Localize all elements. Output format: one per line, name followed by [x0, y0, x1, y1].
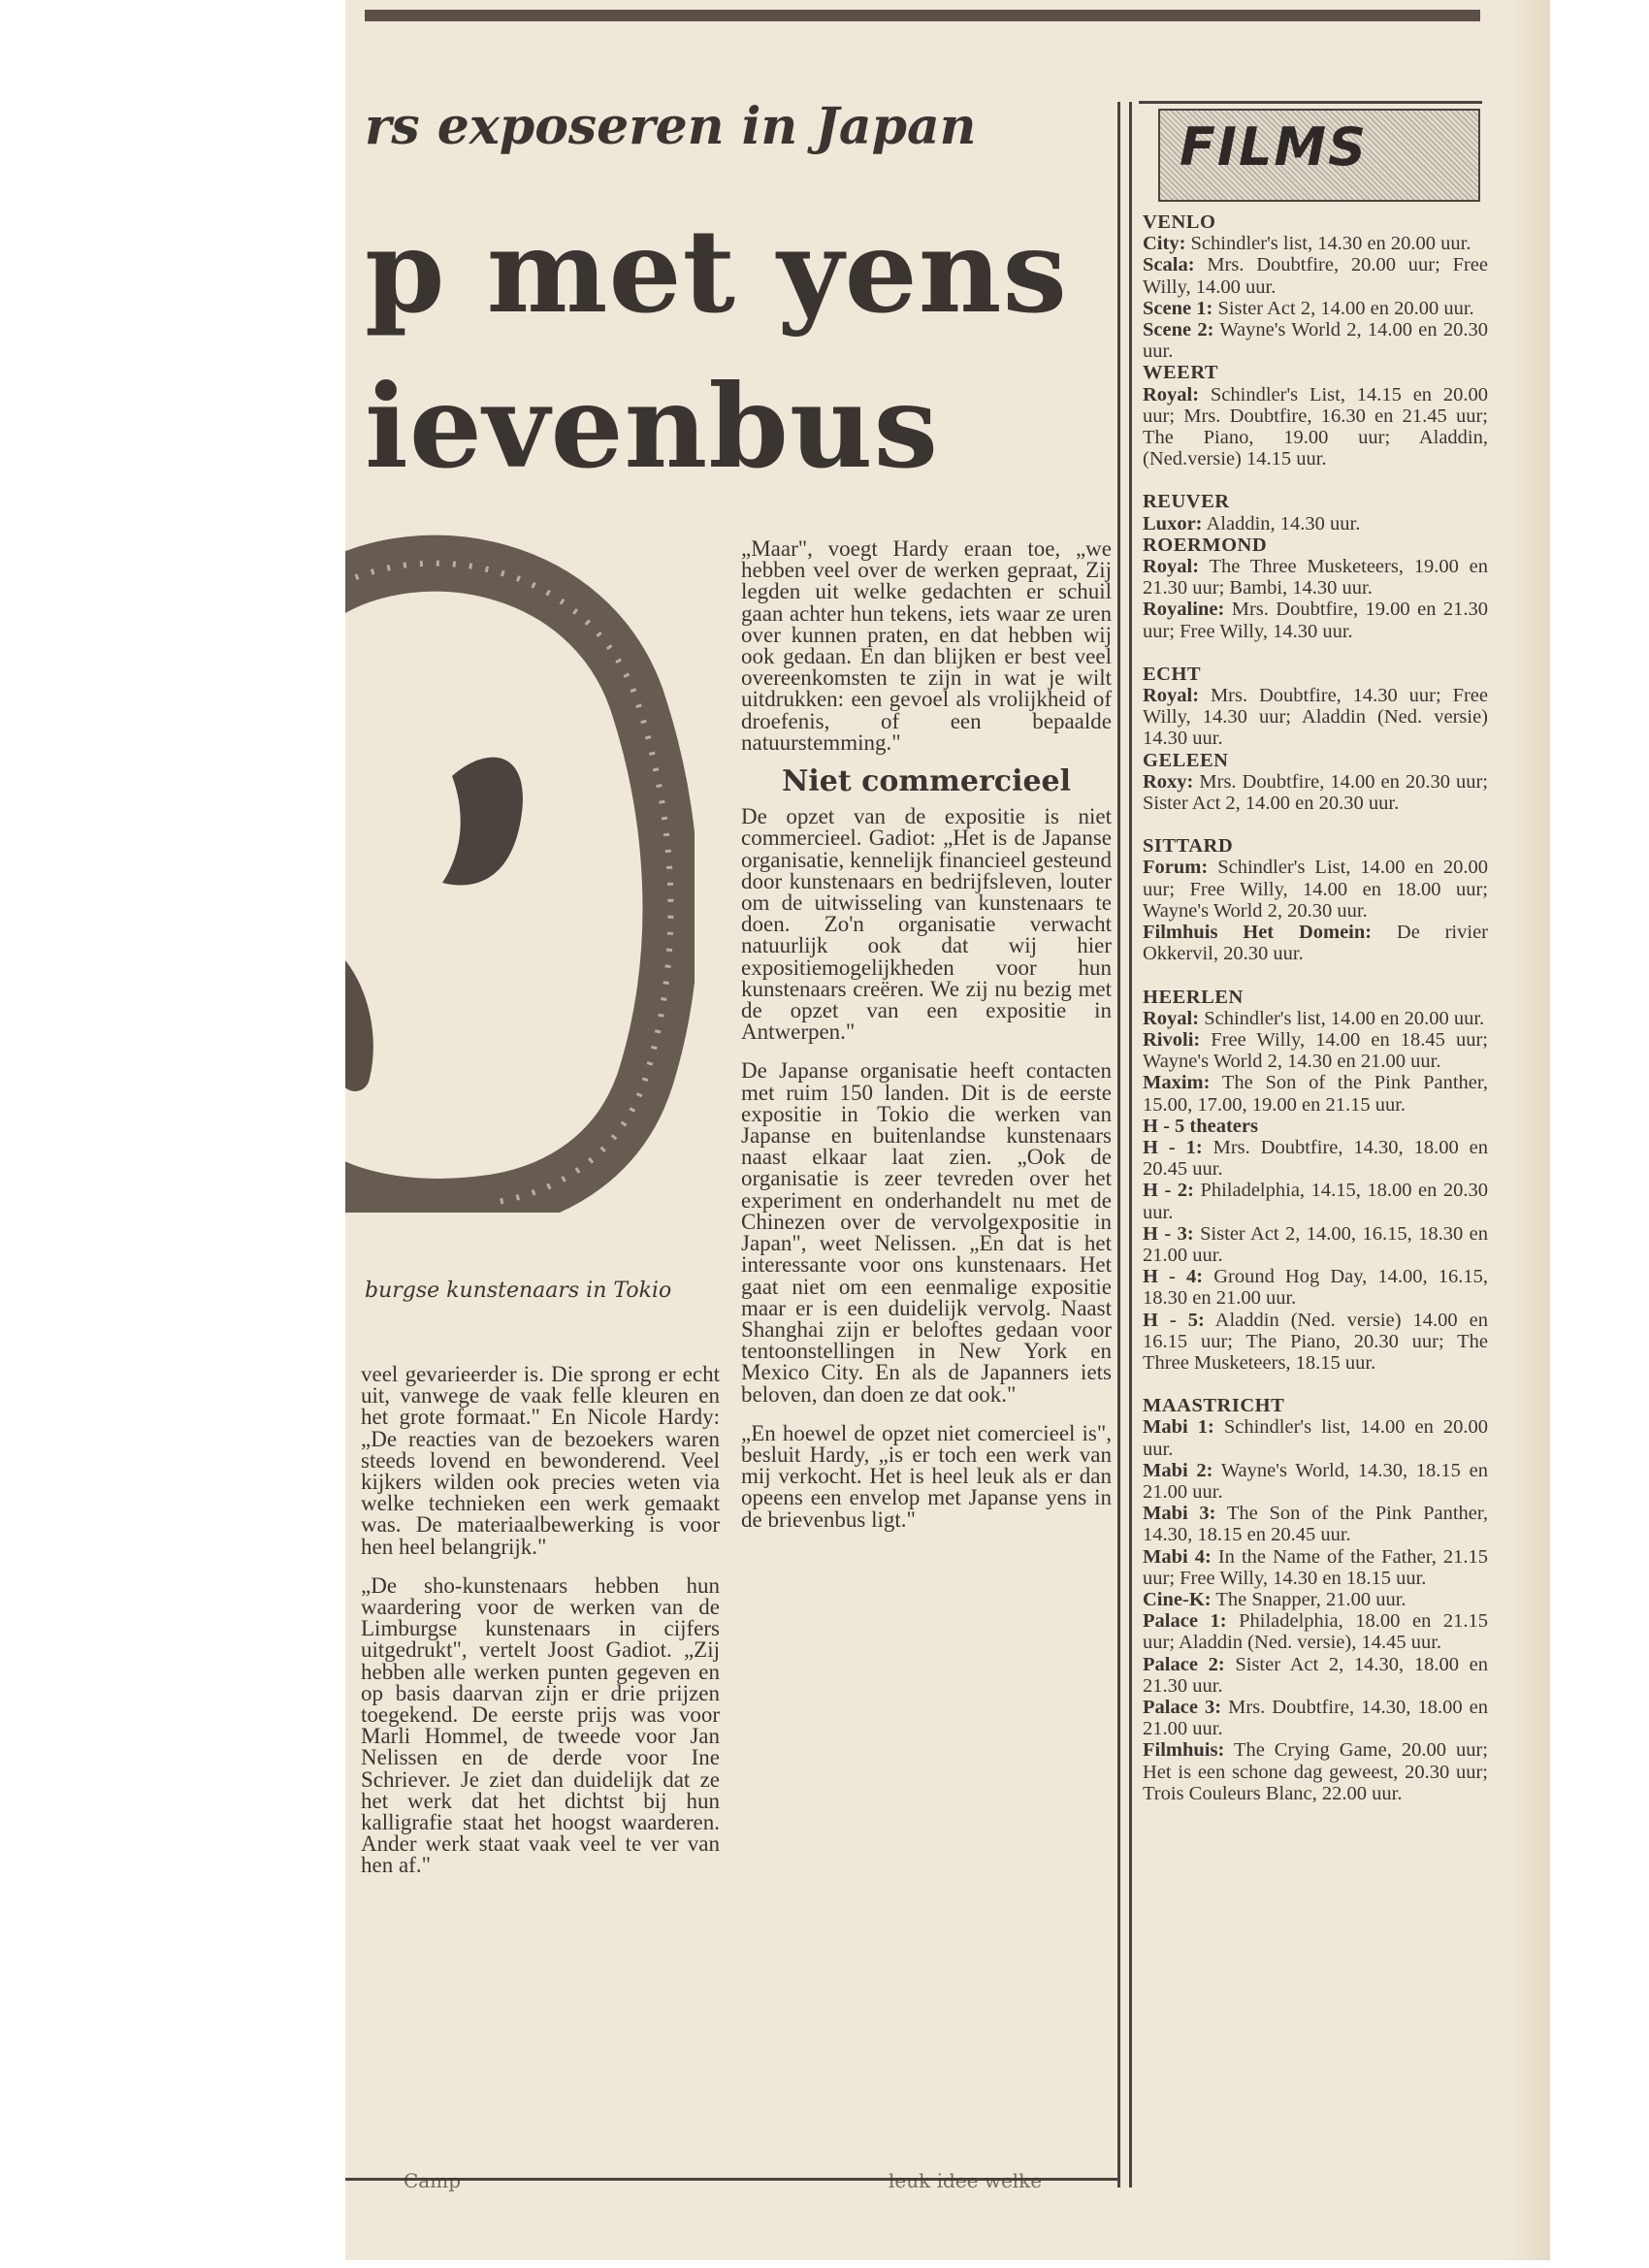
photo-caption: burgse kunstenaars in Tokio [365, 1279, 672, 1303]
cinema-name: Scene 2: [1143, 319, 1214, 341]
cinema-name: Forum: [1143, 857, 1209, 879]
section-subheading: Niet commercieel [781, 764, 1072, 799]
showtimes: The Snapper, 21.00 uur. [1215, 1588, 1406, 1610]
cinema-listing [1143, 254, 1488, 297]
cinema-name: Palace 1: [1143, 1610, 1227, 1633]
middle-paragraph: De Japanse organisatie heeft contacten met ruim 150 landen. Dit is de eerste expositie in Tokio die werken van Japanse en buitenlandse kunstenaars naast elkaar laat zien. „Ook de organisatie is zeer tevreden over het experiment en onderhandelt nu met de Chinezen over de vervolgexpositie in Japan", weet Nelissen. „En dat is het interessante voor ons kunstenaars. Het gaat niet om een eenmalige expositie maar er is een duidelijk vervolg. Naast Shanghai zijn er beloftes gedaan voor tentoonstellingen in New York en Mexico City. En als de Japanners iets beloven, dan doen ze dat ook." [741, 1058, 1112, 1407]
cinema-listing [1143, 1416, 1488, 1459]
cinema-listing [1143, 1739, 1488, 1804]
column-rule [1117, 102, 1120, 2187]
headline-line-1: p met yens [365, 204, 1068, 339]
cinema-name: Filmhuis Het Domein: [1143, 922, 1373, 944]
cinema-listing [1143, 599, 1488, 641]
showtimes: The Son of the Pink Panther, 14.30, 18.15 en 20.45 uur. [1143, 1503, 1488, 1546]
cinema-name: Royal: [1143, 1007, 1200, 1029]
showtimes: Free Willy, 14.00 en 18.45 uur; Wayne's World 2, 14.30 en 21.00 uur. [1143, 1028, 1488, 1073]
city-heading: ROERMOND [1143, 534, 1268, 556]
article-middle-column [741, 538, 1112, 1548]
cinema-name: Mabi 2: [1143, 1459, 1213, 1481]
listing-spacer [1143, 642, 1488, 664]
showtimes: The Three Musketeers, 19.00 en 21.30 uur; Bambi, 14.30 uur. [1143, 556, 1488, 599]
cut-off-text: Camp [404, 2169, 461, 2192]
city-heading: REUVER [1143, 491, 1230, 513]
cinema-listing [1143, 1654, 1488, 1697]
showtimes: Mrs. Doubtfire, 14.30, 18.00 en 21.00 uur. [1143, 1697, 1488, 1740]
cinema-listing [1143, 556, 1488, 599]
cinema-name: H - 2: [1143, 1180, 1194, 1202]
showtimes: Ground Hog Day, 14.00, 16.15, 18.30 en 21.00 uur. [1143, 1266, 1488, 1310]
cinema-name: Royal: [1143, 556, 1200, 578]
cinema-name: H - 5 theaters [1143, 1115, 1258, 1137]
cinema-name: Scene 1: [1143, 297, 1213, 319]
films-top-rule [1139, 101, 1482, 104]
showtimes: De rivier Okkervil, 20.30 uur. [1143, 922, 1489, 965]
middle-paragraph: De opzet van de expositie is niet commercieel. Gadiot: „Het is de Japanse organisatie, kennelijk financieel gesteund door kunstenaars en bedrijfsleven, louter om de uitwisseling van kunstenaars te doen. Zo'n organisatie verwacht natuurlijk ook dat wij hier expositiemogelijkheden voor hun kunstenaars creëren. We zij nu bezig met de opzet van een expositie in Antwerpen." [741, 804, 1112, 1045]
showtimes: The Son of the Pink Panther, 15.00, 17.00, 19.00 en 21.15 uur. [1143, 1072, 1488, 1116]
listing-spacer [1143, 470, 1488, 491]
showtimes: Schindler's list, 14.30 en 20.00 uur. [1190, 233, 1471, 255]
cinema-name: Rivoli: [1143, 1028, 1201, 1051]
films-title: FILMS [1180, 116, 1369, 178]
cinema-name: Luxor: [1143, 512, 1203, 535]
cinema-listing [1143, 1137, 1488, 1180]
article-kicker: rs exposeren in Japan [365, 97, 977, 156]
showtimes: Wayne's World 2, 14.00 en 20.30 uur. [1143, 319, 1488, 363]
cinema-listing [1143, 1029, 1488, 1072]
showtimes: Mrs. Doubtfire, 14.30 uur; Free Willy, 14.30 uur; Aladdin (Ned. versie) 14.30 uur. [1143, 685, 1488, 750]
cinema-listing [1143, 1610, 1488, 1653]
cinema-listing [1143, 1697, 1488, 1739]
cinema-name: Maxim: [1143, 1072, 1211, 1094]
showtimes: Schindler's List, 14.15 en 20.00 uur; Mrs. Doubtfire, 16.30 en 21.45 uur; The Piano, 19.00 uur; Aladdin, (Ned.versie) 14.15 uur. [1143, 383, 1488, 470]
cinema-name: City: [1143, 233, 1186, 255]
showtimes: Schindler's List, 14.00 en 20.00 uur; Free Willy, 14.00 en 18.00 uur; Wayne's World 2, 20.30 uur. [1143, 857, 1489, 922]
cinema-listing [1143, 319, 1488, 362]
city-heading: HEERLEN [1143, 986, 1244, 1008]
cinema-name: Roxy: [1143, 770, 1194, 793]
showtimes: The Crying Game, 20.00 uur; Het is een schone dag geweest, 20.30 uur; Trois Couleurs Blanc, 22.00 uur. [1143, 1739, 1488, 1804]
cinema-listing [1143, 1503, 1488, 1545]
listing-spacer [1143, 965, 1488, 987]
cinema-name: Scala: [1143, 254, 1195, 276]
city-heading: SITTARD [1143, 835, 1234, 858]
showtimes: Mrs. Doubtfire, 14.30, 18.00 en 20.45 uur. [1143, 1136, 1488, 1181]
cinema-name: Palace 2: [1143, 1653, 1225, 1675]
cinema-listing [1143, 1546, 1488, 1589]
cinema-listing [1143, 1589, 1488, 1610]
cut-off-text: leuk idee welke [889, 2169, 1043, 2192]
city-heading: VENLO [1143, 211, 1216, 233]
cinema-listing [1143, 685, 1488, 750]
showtimes: Philadelphia, 18.00 en 21.15 uur; Aladdin (Ned. versie), 14.45 uur. [1143, 1610, 1488, 1654]
showtimes: Wayne's World, 14.30, 18.15 en 21.00 uur. [1143, 1459, 1488, 1503]
showtimes: Sister Act 2, 14.00, 16.15, 18.30 en 21.00 uur. [1143, 1222, 1488, 1266]
cinema-listing [1143, 922, 1488, 964]
headline-line-2: ievenbus [365, 359, 940, 494]
cinema-name: Royal: [1143, 685, 1200, 707]
showtimes: Sister Act 2, 14.30, 18.00 en 21.30 uur. [1143, 1653, 1489, 1697]
cinema-listing [1143, 1310, 1488, 1375]
cinema-listing [1143, 1180, 1488, 1222]
cinema-name: H - 4: [1143, 1266, 1204, 1288]
showtimes: Philadelphia, 14.15, 18.00 en 20.30 uur. [1143, 1180, 1488, 1223]
left-paragraph: „De sho-kunstenaars hebben hun waardering voor de werken van de Limburgse kunstenaars in cijfers uitgedrukt", vertelt Joost Gadiot. „Zij hebben alle werken punten gegeven en op basis daarvan zijn er drie prijzen toegekend. De eerste prijs was voor Marli Hommel, de tweede voor Jan Nelissen en de derde voor Ine Schriever. Je ziet dan duidelijk dat ze het werk dat het dichtst bij hun kalligrafie staat het hoogst waarderen. Ander werk staat vaak veel te ver van hen af." [361, 1572, 720, 1878]
cinema-name: Filmhuis: [1143, 1739, 1225, 1762]
city-heading: MAASTRICHT [1143, 1395, 1285, 1417]
middle-intro-paragraph: „Maar", voegt Hardy eraan toe, „we hebben veel over de werken gepraat, Zij legden uit welke gedachten er schuil gaan achter hun tekens, iets waar ze uren over kunnen praten, en dat hebben wij ook gedaan. En dan blijken er best veel overeenkomsten te zijn in wat je wilt uitdrukken: een gevoel als vrolijkheid of droefenis, of een bepaalde natuurstemming." [741, 536, 1112, 755]
showtimes: Aladdin (Ned. versie) 14.00 en 16.15 uur; The Piano, 20.30 uur; The Three Musketeers, 18.15 uur. [1143, 1309, 1488, 1374]
cinema-name: Mabi 4: [1143, 1545, 1212, 1568]
column-rule [1129, 102, 1132, 2187]
cinema-listing [1143, 1460, 1488, 1503]
listing-spacer [1143, 1374, 1488, 1395]
showtimes: Mrs. Doubtfire, 19.00 en 21.30 uur; Free Willy, 14.30 uur. [1143, 599, 1488, 642]
showtimes: Mrs. Doubtfire, 14.00 en 20.30 uur; Sister Act 2, 14.00 en 20.30 uur. [1143, 770, 1488, 815]
cinema-listing [1143, 1008, 1488, 1029]
middle-paragraph: „En hoewel de opzet niet comercieel is", besluit Hardy, „is er toch een werk van mij verkocht. Het is heel leuk als er dan opeens een envelop met Japanse yens in de brievenbus ligt." [741, 1420, 1112, 1532]
cinema-listing [1143, 298, 1488, 319]
cinema-listing [1143, 771, 1488, 814]
cinema-listing [1143, 857, 1488, 922]
cinema-name: Mabi 1: [1143, 1416, 1214, 1439]
cinema-listing [1143, 513, 1488, 535]
cinema-name: Royaline: [1143, 599, 1225, 621]
films-listings [1143, 211, 1488, 1804]
cinema-name: Cine-K: [1143, 1588, 1212, 1610]
showtimes: Schindler's list, 14.00 en 20.00 uur. [1204, 1007, 1485, 1029]
cinema-listing [1143, 1116, 1488, 1137]
left-paragraph: veel gevarieerder is. Die sprong er echt uit, vanwege de vaak felle kleuren en het grote formaat." En Nicole Hardy: „De reacties van de bezoekers waren steeds lovend en bewonderend. Veel kijkers wilden ook precies weten via welke technieken een werk gemaakt was. De materiaalbewerking is voor hen heel belangrijk." [361, 1362, 720, 1559]
showtimes: Aladdin, 14.30 uur. [1206, 512, 1361, 535]
films-header-box [1158, 109, 1480, 202]
cinema-name: H - 1: [1143, 1136, 1203, 1158]
top-border-rule [365, 10, 1480, 21]
city-heading: ECHT [1143, 663, 1202, 685]
cinema-name: Royal: [1143, 383, 1200, 405]
newspaper-clipping [345, 0, 1550, 2260]
cinema-listing [1143, 384, 1488, 470]
showtimes: Mrs. Doubtfire, 20.00 uur; Free Willy, 14.00 uur. [1143, 254, 1488, 298]
city-heading: WEERT [1143, 362, 1219, 384]
city-heading: GELEEN [1143, 749, 1229, 771]
showtimes: Sister Act 2, 14.00 en 20.00 uur. [1217, 297, 1474, 319]
showtimes: Schindler's list, 14.00 en 20.00 uur. [1143, 1416, 1488, 1460]
cinema-listing [1143, 1072, 1488, 1115]
article-left-column [361, 1364, 720, 1895]
cinema-name: H - 3: [1143, 1222, 1194, 1245]
calligraphy-artwork-photo [345, 534, 695, 1213]
showtimes: In the Name of the Father, 21.15 uur; Free Willy, 14.30 en 18.15 uur. [1143, 1545, 1488, 1589]
cinema-listing [1143, 233, 1488, 254]
cinema-name: H - 5: [1143, 1309, 1205, 1331]
cinema-name: Mabi 3: [1143, 1503, 1216, 1525]
listing-spacer [1143, 814, 1488, 835]
cinema-listing [1143, 1223, 1488, 1266]
cinema-listing [1143, 1266, 1488, 1309]
cinema-name: Palace 3: [1143, 1697, 1222, 1718]
